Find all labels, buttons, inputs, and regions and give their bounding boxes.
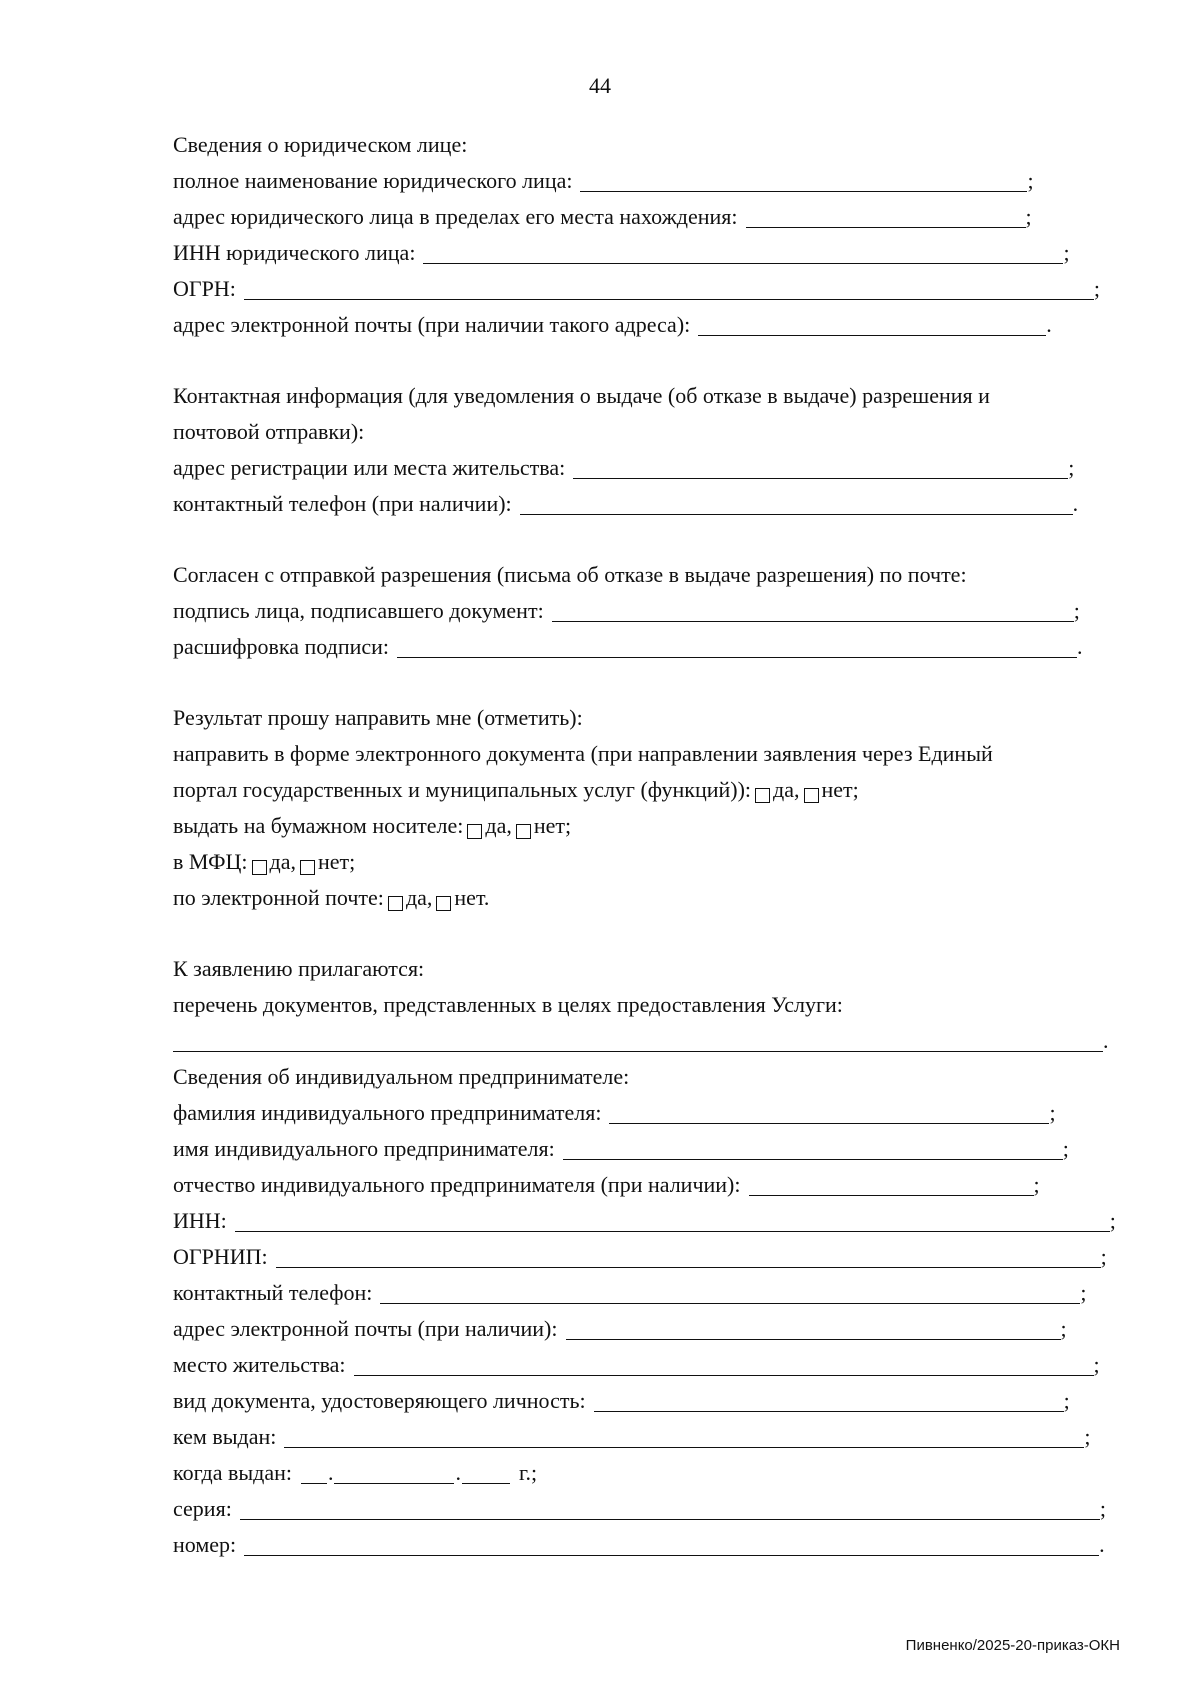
attachments-list-field: . (173, 1018, 1173, 1054)
legal-entity-ogrn-field: ОГРН: ; (173, 276, 1100, 301)
entrepreneur-id-doc-field: вид документа, удостоверяющего личность: ; (173, 1388, 1070, 1413)
fill-line[interactable] (173, 1029, 1103, 1052)
fill-line[interactable] (354, 1353, 1094, 1376)
field-label: адрес юридического лица в пределах его места нахождения: (173, 204, 738, 229)
checkbox-yes[interactable] (252, 860, 267, 875)
checkbox-yes[interactable] (467, 824, 482, 839)
checkbox-no[interactable] (436, 896, 451, 911)
entrepreneur-issued-when-field: когда выдан: . . г.; (173, 1460, 538, 1485)
fill-line[interactable] (244, 1533, 1099, 1556)
fill-line[interactable] (749, 1173, 1034, 1196)
fill-line[interactable] (235, 1209, 1110, 1232)
fill-line[interactable] (566, 1317, 1061, 1340)
day-blank[interactable] (301, 1461, 327, 1484)
entrepreneur-phone-field: контактный телефон: ; (173, 1280, 1087, 1305)
field-label: адрес регистрации или места жительства: (173, 455, 566, 480)
field-label: серия: (173, 1496, 232, 1521)
entrepreneur-number-field: номер: . (173, 1532, 1105, 1557)
fill-line[interactable] (397, 635, 1077, 658)
field-label: ОГРН: (173, 276, 236, 301)
field-label: подпись лица, подписавшего документ: (173, 598, 544, 623)
fill-line[interactable] (240, 1497, 1100, 1520)
attachments-heading: К заявлению прилагаются: (173, 956, 425, 981)
fill-line[interactable] (609, 1101, 1049, 1124)
checkbox-no[interactable] (300, 860, 315, 875)
field-label: фамилия индивидуального предпринимателя: (173, 1100, 602, 1125)
field-label: когда выдан: (173, 1460, 292, 1485)
field-label: вид документа, удостоверяющего личность: (173, 1388, 586, 1413)
fill-line[interactable] (244, 277, 1094, 300)
field-label: отчество индивидуального предпринимателя (при наличии): (173, 1172, 741, 1197)
attachments-list-label: перечень документов, представленных в целях предоставления Услуги: (173, 992, 843, 1017)
fill-line[interactable] (563, 1137, 1063, 1160)
year-blank[interactable] (462, 1461, 510, 1484)
field-label: контактный телефон: (173, 1280, 373, 1305)
field-label: кем выдан: (173, 1424, 277, 1449)
contact-heading-line1: Контактная информация (для уведомления о выдаче (об отказе в выдаче) разрешения и (173, 383, 990, 408)
fill-line[interactable] (594, 1389, 1064, 1412)
field-label: место жительства: (173, 1352, 346, 1377)
month-blank[interactable] (334, 1461, 454, 1484)
checkbox-yes[interactable] (388, 896, 403, 911)
entrepreneur-ogrnip-field: ОГРНИП: ; (173, 1244, 1107, 1269)
contact-heading-line2: почтовой отправки): (173, 419, 365, 444)
result-paper-option: выдать на бумажном носителе: да, нет; (173, 813, 572, 838)
fill-line[interactable] (276, 1245, 1101, 1268)
entrepreneur-name-field: имя индивидуального предпринимателя: ; (173, 1136, 1069, 1161)
checkbox-yes[interactable] (755, 788, 770, 803)
field-label: ИНН: (173, 1208, 227, 1233)
field-label: расшифровка подписи: (173, 634, 390, 659)
entrepreneur-inn-field: ИНН: ; (173, 1208, 1116, 1233)
entrepreneur-email-field: адрес электронной почты (при наличии): ; (173, 1316, 1067, 1341)
contact-phone-field: контактный телефон (при наличии): . (173, 491, 1079, 516)
result-heading: Результат прошу направить мне (отметить): (173, 705, 583, 730)
fill-line[interactable] (423, 241, 1063, 264)
field-label: полное наименование юридического лица: (173, 168, 573, 193)
contact-address-field: адрес регистрации или места жительства: ; (173, 455, 1075, 480)
legal-entity-inn-field: ИНН юридического лица: ; (173, 240, 1070, 265)
checkbox-no[interactable] (516, 824, 531, 839)
fill-line[interactable] (573, 456, 1068, 479)
result-mfc-option: в МФЦ: да, нет; (173, 849, 356, 874)
field-label: адрес электронной почты (при наличии такого адреса): (173, 312, 691, 337)
field-label: ОГРНИП: (173, 1244, 268, 1269)
fill-line[interactable] (284, 1425, 1084, 1448)
field-label: адрес электронной почты (при наличии): (173, 1316, 558, 1341)
field-label: ИНН юридического лица: (173, 240, 416, 265)
result-electronic-line1: направить в форме электронного документа (при направлении заявления через Единый (173, 741, 993, 766)
fill-line[interactable] (746, 205, 1026, 228)
fill-line[interactable] (698, 313, 1046, 336)
entrepreneur-issued-by-field: кем выдан: ; (173, 1424, 1091, 1449)
fill-line[interactable] (520, 492, 1073, 515)
consent-decoding-field: расшифровка подписи: . (173, 634, 1083, 659)
result-electronic-option: портал государственных и муниципальных услуг (функций)): да, нет; (173, 777, 859, 802)
legal-entity-address-field: адрес юридического лица в пределах его места нахождения: ; (173, 204, 1032, 229)
page-number: 44 (589, 73, 611, 98)
entrepreneur-residence-field: место жительства: ; (173, 1352, 1100, 1377)
fill-line[interactable] (380, 1281, 1080, 1304)
result-email-option: по электронной почте: да, нет. (173, 885, 490, 910)
entrepreneur-series-field: серия: ; (173, 1496, 1106, 1521)
legal-entity-heading: Сведения о юридическом лице: (173, 132, 468, 157)
legal-entity-full-name-field: полное наименование юридического лица: ; (173, 168, 1034, 193)
checkbox-no[interactable] (804, 788, 819, 803)
field-label: имя индивидуального предпринимателя: (173, 1136, 555, 1161)
document-footer-code: Пивненко/2025-20-приказ-ОКН (905, 1637, 1120, 1654)
fill-line[interactable] (552, 599, 1074, 622)
field-label: контактный телефон (при наличии): (173, 491, 512, 516)
field-label: номер: (173, 1532, 237, 1557)
consent-heading: Согласен с отправкой разрешения (письма об отказе в выдаче разрешения) по почте: (173, 562, 967, 587)
entrepreneur-heading: Сведения об индивидуальном предпринимателе: (173, 1064, 630, 1089)
fill-line[interactable] (580, 169, 1027, 192)
entrepreneur-patronymic-field: отчество индивидуального предпринимателя (при наличии): ; (173, 1172, 1040, 1197)
consent-signature-field: подпись лица, подписавшего документ: ; (173, 598, 1080, 623)
legal-entity-email-field: адрес электронной почты (при наличии такого адреса): . (173, 312, 1052, 337)
entrepreneur-surname-field: фамилия индивидуального предпринимателя: ; (173, 1100, 1056, 1125)
